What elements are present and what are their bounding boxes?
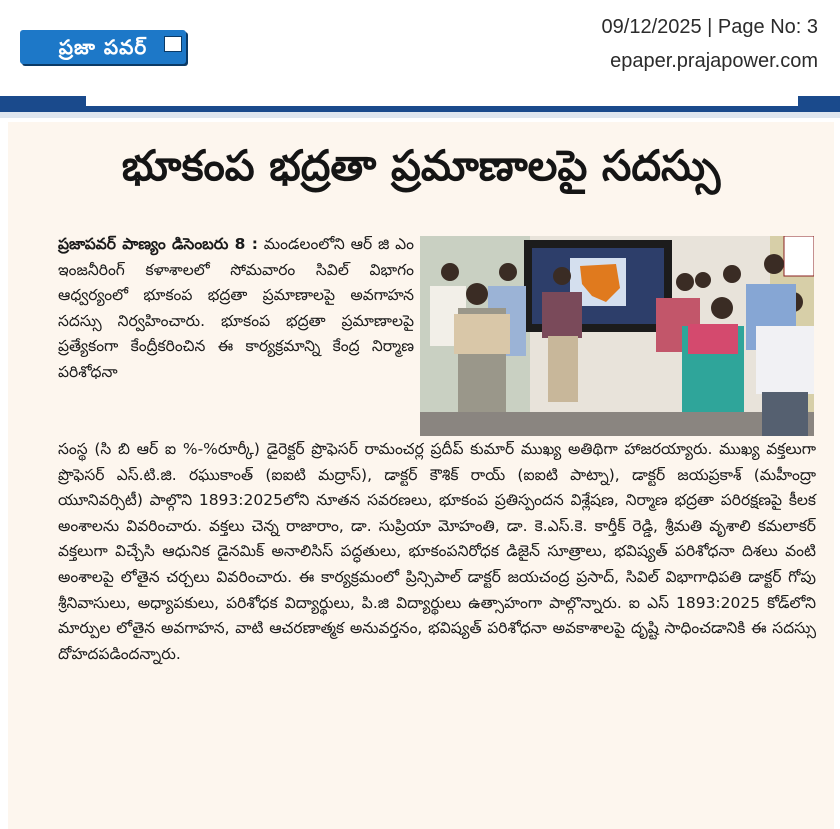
article-headline: భూకంప భద్రతా ప్రమాణాలపై సదస్సు — [121, 141, 721, 190]
prajapower-logo[interactable] — [20, 30, 186, 64]
date-page-label: 09/12/2025 | Page No: 3 — [601, 16, 818, 38]
article-column — [58, 232, 414, 386]
header-band-inner — [86, 96, 798, 106]
header-divider — [0, 112, 840, 118]
logo-badge-icon — [164, 36, 182, 52]
article-body: సంస్థ (సి బి ఆర్ ఐ %-%రూర్కీ) డైరెక్టర్ ప్రొఫెసర్ రామంచర్ల ప్రదీప్ కుమార్ ముఖ్య అతిథిగా హాజరయ్యారు. ముఖ్య వక్తలుగా ప్రొఫెసర్ ఎస్.టి.జి. రఘుకాంత్ (ఐఐటి మద్రాస్), డాక్టర్ కౌశిక్ రాయ్ (ఐఐటి పాట్నా), డాక్టర్ జయప్రకాశ్ (మహీంద్రా యూనివర్సిటీ) పాల్గొని 1893:2025లోని నూతన సవరణలు, భూకంప ప్రతిస్పందన విశ్లేషణ, నిర్మాణ భద్రతా పరిరక్షణపై కీలక అంశాలను వివరించారు. వక్తలు చెన్న రాజారాం, డా. సుప్రియా మోహంతి, డా. కె.ఎస్.కె. కార్తీక్ రెడ్డి, శ్రీమతి వృశాలి కమలాకర్ వక్తలుగా విచ్చేసి ఆధునిక డైనమిక్ అనాలిసిస్ పద్ధతులు, భూకంపనిరోధక డిజైన్ సూత్రాలు, భవిష్యత్ పరిశోధనా దిశలు వంటి అంశాలపై లోతైన చర్చలు వివరించారు. ఈ కార్యక్రమంలో ప్రిన్సిపాల్ డాక్టర్ జయచంద్ర ప్రసాద్, సివిల్ విభాగాధిపతి డాక్టర్ గోపు శ్రీనివాసులు, అధ్యాపకులు, పరిశోధక విద్యార్థులు, పి.జి విద్యార్థులు ఉత్సాహంగా పాల్గొన్నారు. ఐ ఎస్ 1893:2025 కోడ్‌లోని మార్పుల లోతైన అవగాహన, వాటి ఆచరణాత్మక అనువర్తనం, భవిష్యత్ పరిశోధనా అవకాశాలపై దృష్టి సాధించడానికి ఈ సదస్సు దోహదపడిందన్నారు. — [58, 440, 816, 663]
article-dateline: ప్రజాపవర్ పాణ్యం డిసెంబరు 8 : — [58, 235, 258, 253]
epaper-header — [0, 0, 840, 96]
event-photo — [420, 236, 814, 436]
event-photo-illustration — [420, 236, 814, 436]
logo-text: ప్రజా పవర్ — [58, 35, 148, 59]
article-column-text: మండలంలోని ఆర్ జి ఎం ఇంజనీరింగ్ కళాశాలలో సోమవారం సివిల్ విభాగం ఆధ్వర్యంలో భూకంప భద్రతా ప్రమాణాలపై అవగాహన సదస్సు నిర్వహించారు. భూకంప భద్రతా ప్రమాణాలపై ప్రత్యేకంగా కేంద్రీకరించిన ఈ కార్యక్రమాన్ని కేంద్ర నిర్మాణ పరిశోధనా — [58, 235, 414, 381]
site-url[interactable]: epaper.prajapower.com — [610, 50, 818, 72]
